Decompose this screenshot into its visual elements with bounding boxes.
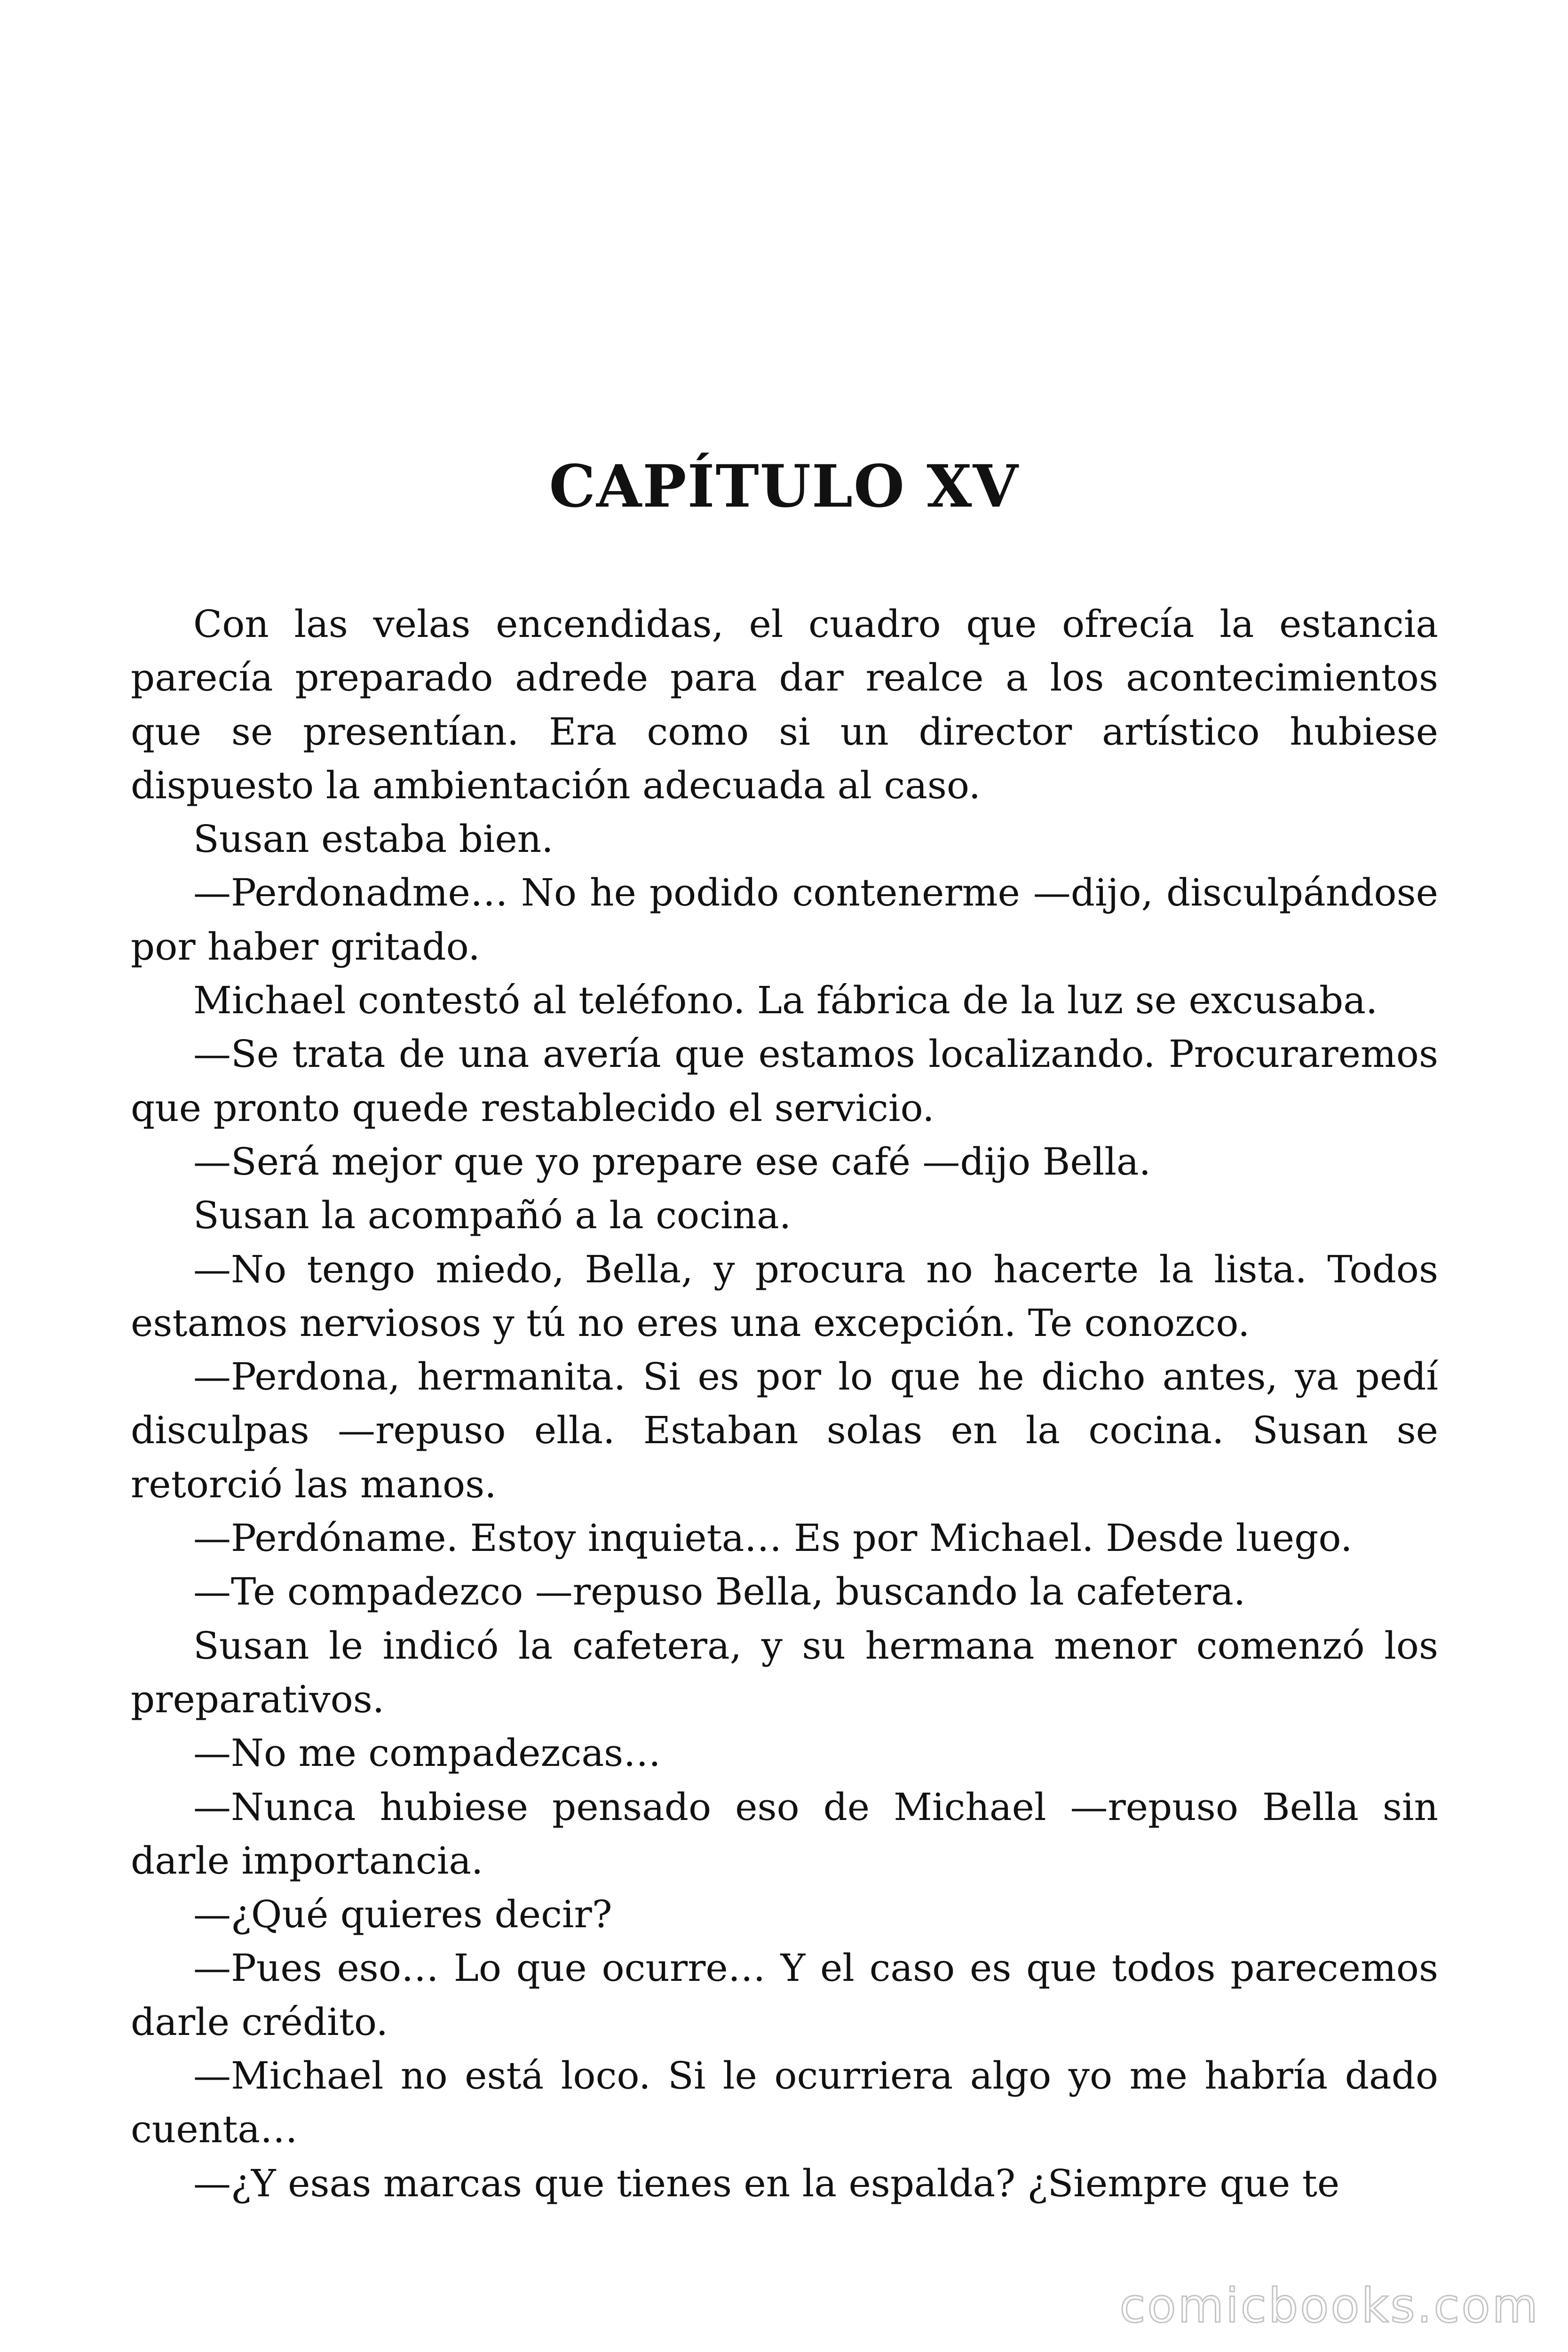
paragraph: —¿Qué quieres decir? (193, 1892, 612, 1937)
paragraph: —Perdonadme… No he podido contenerme —dijo, disculpándose por haber gritado. (131, 871, 1438, 969)
paragraph: —¿Y esas marcas que tienes en la espalda? ¿Siempre que te (193, 2161, 1340, 2205)
paragraph: Con las velas encendidas, el cuadro que ofrecía la estancia parecía preparado adrede para dar realce a los acontecimientos que se presentían. Era como si un director artístico hubiese dispuesto la ambientación adecuada al caso. (131, 602, 1438, 807)
paragraph: Susan la acompañó a la cocina. (193, 1193, 792, 1238)
chapter-body (131, 597, 1438, 2210)
paragraph: —No me compadezcas… (193, 1731, 661, 1775)
paragraph: —Se trata de una avería que estamos localizando. Procuraremos que pronto quede restablecido el servicio. (131, 1032, 1438, 1130)
paragraph: —Pues eso… Lo que ocurre… Y el caso es que todos parecemos darle crédito. (131, 1946, 1438, 2044)
watermark: comicbooks.com (1119, 2278, 1540, 2333)
paragraph: —Michael no está loco. Si le ocurriera algo yo me habría dado cuenta… (131, 2054, 1438, 2152)
chapter-title: CAPÍTULO XV (549, 453, 1019, 521)
paragraph: —Perdóname. Estoy inquieta… Es por Michael. Desde luego. (193, 1516, 1353, 1560)
paragraph: —No tengo miedo, Bella, y procura no hacerte la lista. Todos estamos nerviosos y tú no eres una excepción. Te conozco. (131, 1247, 1438, 1345)
paragraph: —Te compadezco —repuso Bella, buscando la cafetera. (193, 1570, 1246, 1614)
paragraph: —Será mejor que yo prepare ese café —dijo Bella. (193, 1139, 1151, 1184)
paragraph: —Nunca hubiese pensado eso de Michael —repuso Bella sin darle importancia. (131, 1785, 1438, 1883)
paragraph: —Perdona, hermanita. Si es por lo que he dicho antes, ya pedí disculpas —repuso ella. Estaban solas en la cocina. Susan se retorció las manos. (131, 1355, 1438, 1506)
paragraph: Susan estaba bien. (193, 817, 554, 861)
paragraph: Susan le indicó la cafetera, y su hermana menor comenzó los preparativos. (131, 1623, 1438, 1721)
paragraph: Michael contestó al teléfono. La fábrica de la luz se excusaba. (193, 978, 1378, 1023)
